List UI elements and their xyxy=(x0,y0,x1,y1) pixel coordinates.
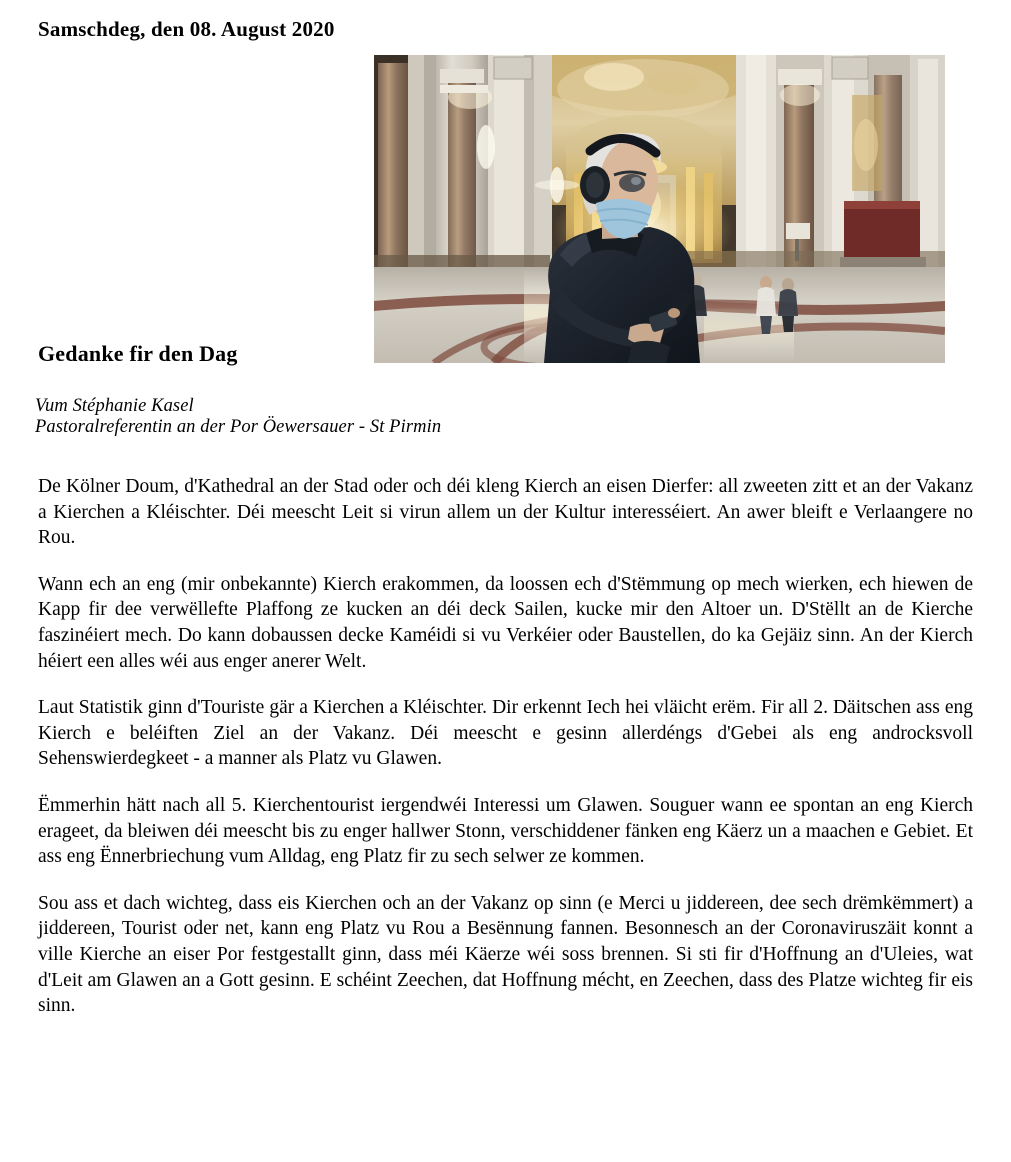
church-interior-photo xyxy=(374,55,945,363)
body-paragraph: Ëmmerhin hätt nach all 5. Kierchentourist iergendwéi Interessi um Glawen. Souguer wann ee spontan an eng Kierch erageet, da bleiwen déi meescht bis zu enger hallwer Stonn, verschiddener fänken eng Käerz un a maachen e Gebiet. Et ass eng Ënnerbriechung vum Alldag, eng Platz fir zu sech selwer ze kommen. xyxy=(38,794,973,868)
byline xyxy=(35,396,441,438)
byline-author: Vum Stéphanie Kasel xyxy=(35,396,194,416)
body-paragraph: Sou ass et dach wichteg, dass eis Kierchen och an der Vakanz op sinn (e Merci u jiddereen, dee sech drëmkëmmert) a jiddereen, Tourist oder net, kann eng Platz vu Rou a Besënnung fannen. Besonnesch an der Coronaviruszäit konnt a ville Kierche an eiser Por festgestallt ginn, dass méi Käerze wéi soss brennen. Si sti fir d'Hoffnung an d'Uleies, wat d'Leit am Glawen an a Gott gesinn. E schéint Zeechen, dat Hoffnung mécht, en Zeechen, dass des Platze wichteg fir eis sinn. xyxy=(38,892,973,1017)
body-paragraph: De Kölner Doum, d'Kathedral an der Stad oder och déi kleng Kierch an eisen Dierfer: all zweeten zitt et an der Vakanz a Kierchen a Kléischter. Déi meescht Leit si virun allem un der Kultur interesséiert. An awer bleift e Verlaangere no Rou. xyxy=(38,476,973,549)
byline-role: Pastoralreferentin an der Por Öewersauer - St Pirmin xyxy=(35,417,442,437)
body-paragraph: Laut Statistik ginn d'Touriste gär a Kierchen a Kléischter. Dir erkennt Iech hei vläicht erëm. Fir all 2. Däitschen ass eng Kierch e beléiften Ziel an der Vakanz. Déi meescht e gesinn allerdéngs d'Gebei als eng androcksvoll Sehenswierdegkeet - a manner als Platz vu Glawen. xyxy=(38,697,973,770)
church-interior-illustration xyxy=(374,55,945,363)
date-heading: Samschdeg, den 08. August 2020 xyxy=(38,17,335,41)
article-title: Gedanke fir den Dag xyxy=(38,341,238,366)
article-body xyxy=(38,474,973,1019)
body-paragraph: Wann ech an eng (mir onbekannte) Kierch erakommen, da loossen ech d'Stëmmung op mech wierken, ech hiewen de Kapp fir dee verwëllefte Plaffong ze kucken an déi deck Sailen, kucke mir den Altoer un. D'Stëllt an de Kierche faszinéiert mech. Do kann dobaussen decke Kaméidi si vu Verkéier oder Baustellen, do ka Gejäiz sinn. An der Kierch héiert een alles wéi aus enger anerer Welt. xyxy=(38,573,973,672)
